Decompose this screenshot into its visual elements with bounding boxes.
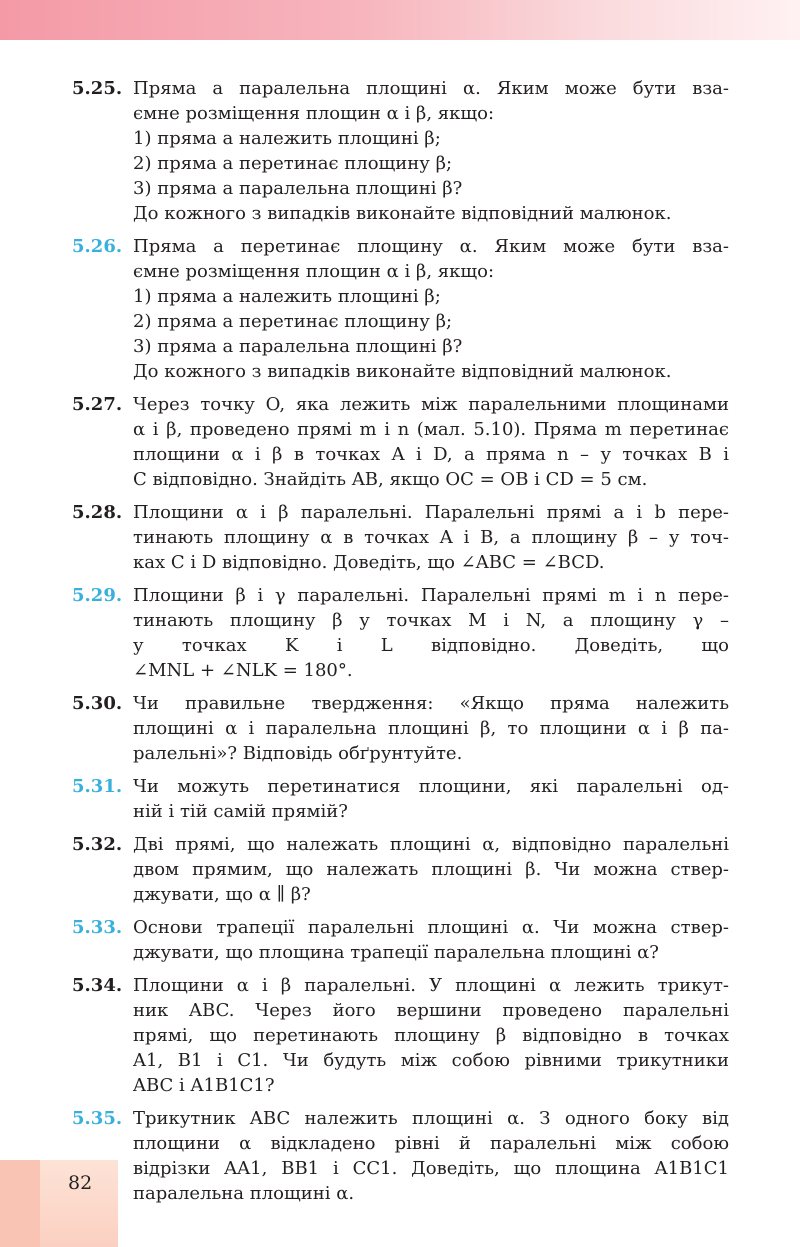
problem-line: α і β, проведено прямі m і n (мал. 5.10). Пряма m перетинає bbox=[133, 419, 729, 440]
problem-5-27 bbox=[0, 392, 800, 492]
problem-5-29 bbox=[0, 583, 800, 683]
problem-line: ABC і A1B1C1? bbox=[133, 1075, 275, 1096]
problem-5-26 bbox=[0, 234, 800, 384]
problem-number: 5.33. bbox=[72, 917, 123, 938]
problem-line: 1) пряма a належить площині β; bbox=[133, 286, 441, 307]
problem-line: площини α і β в точках A і D, а пряма n – у точках B і bbox=[133, 444, 729, 465]
problem-line: Площини α і β паралельні. У площині α лежить трикут- bbox=[133, 975, 729, 996]
problem-line: джувати, що площина трапеції паралельна площині α? bbox=[133, 942, 659, 963]
problem-line: 3) пряма a паралельна площині β? bbox=[133, 178, 463, 199]
problem-line: площини α відкладено рівні й паралельні між собою bbox=[133, 1133, 729, 1154]
problem-number: 5.28. bbox=[72, 502, 123, 523]
problem-line: двом прямим, що належать площині β. Чи можна ствер- bbox=[133, 859, 729, 880]
problem-number: 5.31. bbox=[72, 776, 123, 797]
problem-list bbox=[0, 76, 800, 1214]
problem-line: площині α і паралельна площині β, то площини α і β па- bbox=[133, 718, 729, 739]
problem-line: Через точку O, яка лежить між паралельними площинами bbox=[133, 394, 729, 415]
problem-line: відрізки AA1, BB1 і CC1. Доведіть, що площина A1B1C1 bbox=[133, 1158, 729, 1179]
problem-line: ралельні»? Відповідь обґрунтуйте. bbox=[133, 743, 463, 764]
problem-line: Основи трапеції паралельні площині α. Чи можна ствер- bbox=[133, 917, 729, 938]
problem-5-35 bbox=[0, 1106, 800, 1206]
problem-line: тинають площину α в точках A і B, а площину β – у точ- bbox=[133, 527, 729, 548]
problem-line: ∠MNL + ∠NLK = 180°. bbox=[133, 660, 353, 681]
problem-line: 1) пряма a належить площині β; bbox=[133, 128, 441, 149]
problem-line: у точках K і L відповідно. Доведіть, що bbox=[133, 635, 729, 656]
header-decoration bbox=[0, 0, 800, 40]
problem-line: Дві прямі, що належать площині α, відповідно паралельні bbox=[133, 834, 729, 855]
problem-number: 5.25. bbox=[72, 78, 123, 99]
problem-line: 2) пряма a перетинає площину β; bbox=[133, 311, 453, 332]
problem-number: 5.35. bbox=[72, 1108, 123, 1129]
problem-number: 5.29. bbox=[72, 585, 123, 606]
problem-line: ємне розміщення площин α і β, якщо: bbox=[133, 103, 495, 124]
problem-number: 5.26. bbox=[72, 236, 123, 257]
problem-line: 3) пряма a паралельна площині β? bbox=[133, 336, 463, 357]
problem-5-32 bbox=[0, 832, 800, 907]
problem-line: Трикутник ABC належить площині α. З одного боку від bbox=[133, 1108, 729, 1129]
problem-5-28 bbox=[0, 500, 800, 575]
problem-number: 5.34. bbox=[72, 975, 123, 996]
problem-line: Площини α і β паралельні. Паралельні прямі a і b пере- bbox=[133, 502, 729, 523]
problem-line: ник ABC. Через його вершини проведено паралельні bbox=[133, 1000, 729, 1021]
problem-line: прямі, що перетинають площину β відповідно в точках bbox=[133, 1025, 729, 1046]
problem-5-34 bbox=[0, 973, 800, 1098]
problem-line: A1, B1 і C1. Чи будуть між собою рівними трикутники bbox=[133, 1050, 729, 1071]
problem-line: C відповідно. Знайдіть AB, якщо OC = OB і CD = 5 см. bbox=[133, 469, 648, 490]
problem-line: ній і тій самій прямій? bbox=[133, 801, 348, 822]
problem-line: Чи правильне твердження: «Якщо пряма належить bbox=[133, 693, 729, 714]
problem-line: До кожного з випадків виконайте відповідний малюнок. bbox=[133, 203, 672, 224]
problem-line: ємне розміщення площин α і β, якщо: bbox=[133, 261, 495, 282]
problem-line: Пряма a перетинає площину α. Яким може бути вза- bbox=[133, 236, 729, 257]
problem-line: До кожного з випадків виконайте відповідний малюнок. bbox=[133, 361, 672, 382]
problem-number: 5.32. bbox=[72, 834, 123, 855]
problem-5-25 bbox=[0, 76, 800, 226]
problem-5-33 bbox=[0, 915, 800, 965]
page-number: 82 bbox=[68, 1172, 93, 1194]
problem-line: ках C і D відповідно. Доведіть, що ∠ABC = ∠BCD. bbox=[133, 552, 605, 573]
problem-line: Чи можуть перетинатися площини, які паралельні од- bbox=[133, 776, 729, 797]
problem-line: Пряма a паралельна площині α. Яким може бути вза- bbox=[133, 78, 729, 99]
problem-line: тинають площину β у точках M і N, а площину γ – bbox=[133, 610, 729, 631]
problem-line: джувати, що α ∥ β? bbox=[133, 884, 311, 905]
problem-line: 2) пряма a перетинає площину β; bbox=[133, 153, 453, 174]
problem-5-31 bbox=[0, 774, 800, 824]
problem-line: Площини β і γ паралельні. Паралельні прямі m і n пере- bbox=[133, 585, 729, 606]
problem-line: паралельна площині α. bbox=[133, 1183, 355, 1204]
problem-number: 5.30. bbox=[72, 693, 123, 714]
problem-5-30 bbox=[0, 691, 800, 766]
problem-number: 5.27. bbox=[72, 394, 123, 415]
